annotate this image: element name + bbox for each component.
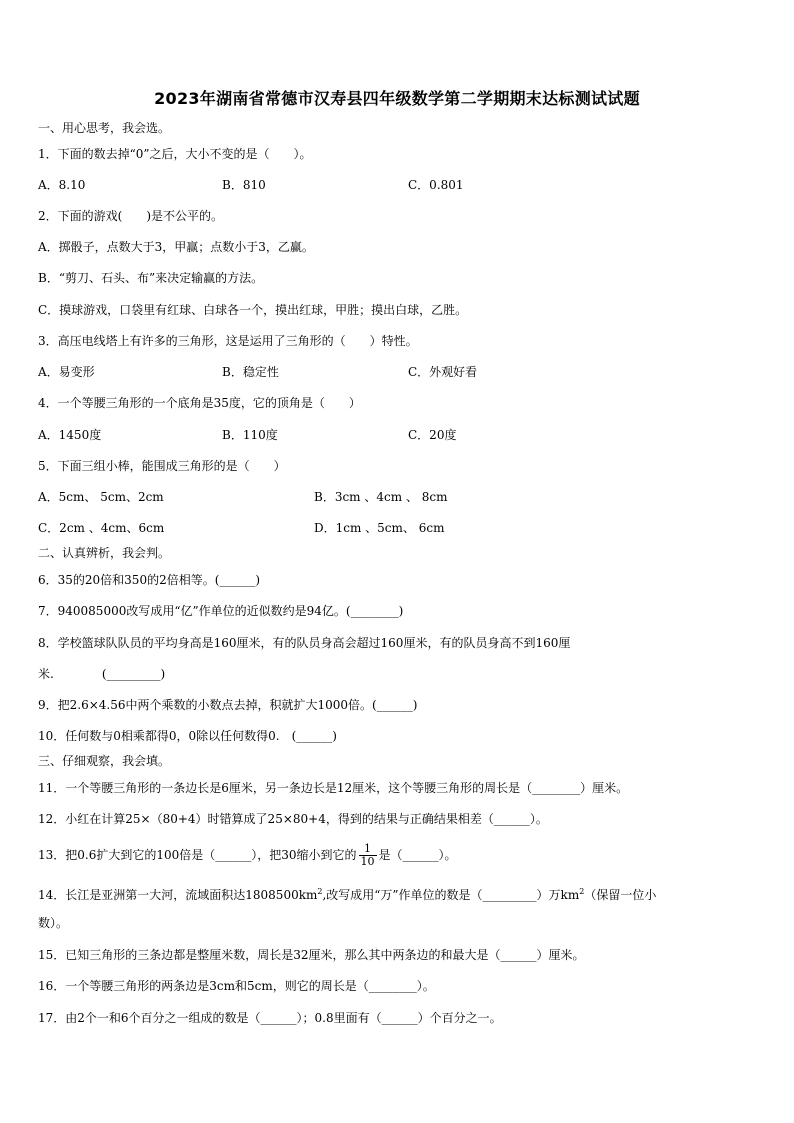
question-3-option-b: B．稳定性 [222, 365, 279, 379]
question-3-stem: 3．高压电线塔上有许多的三角形，这是运用了三角形的（ ）特性。 [38, 334, 418, 348]
question-4-option-c: C．20度 [408, 428, 457, 442]
section-heading-2: 二、认真辨析，我会判。 [38, 546, 171, 560]
question-13-part-2: 是（______）。 [378, 848, 457, 862]
question-5-option-b: B．3cm 、4cm 、 8cm [314, 490, 448, 504]
fraction-denominator: 10 [360, 855, 375, 868]
fraction-one-tenth [359, 843, 377, 868]
question-3-option-c: C．外观好看 [408, 365, 478, 379]
question-14-line-2: 数）。 [38, 916, 69, 930]
question-8-line-2: 米. (_________) [38, 667, 166, 681]
question-16: 16．一个等腰三角形的两条边是3cm和5cm，则它的周长是（________）。 [38, 979, 435, 993]
question-10: 10．任何数与0相乘都得0，0除以任何数得0. (______) [38, 729, 337, 743]
question-1-option-b: B．810 [222, 178, 266, 192]
section-heading-1: 一、用心思考，我会选。 [38, 121, 171, 135]
question-13 [38, 840, 457, 870]
question-5-option-a: A．5cm、 5cm、2cm [38, 490, 164, 504]
question-4-option-b: B．110度 [222, 428, 278, 442]
question-3-option-a: A．易变形 [38, 365, 95, 379]
section-heading-3: 三、仔细观察，我会填。 [38, 754, 171, 768]
question-11: 11．一个等腰三角形的一条边长是6厘米，另一条边长是12厘米，这个等腰三角形的周长是（________）厘米。 [38, 781, 629, 795]
page-title: 2023年湖南省常德市汉寿县四年级数学第二学期期末达标测试试题 [154, 89, 640, 108]
superscript-2: 2 [579, 887, 585, 896]
question-14-part-2: ,改写成用“万”作单位的数是（_________）万km [322, 888, 580, 902]
question-1-option-c: C．0.801 [408, 178, 464, 192]
question-8-line-1: 8．学校篮球队队员的平均身高是160厘米，有的队员身高会超过160厘米，有的队员身高不到160厘 [38, 636, 571, 650]
question-7: 7．940085000改写成用“亿”作单位的近似数约是94亿。(________) [38, 604, 404, 618]
fraction-numerator: 1 [364, 842, 372, 855]
question-14-line-1 [38, 884, 656, 903]
superscript-2: 2 [317, 887, 323, 896]
question-9: 9．把2.6×4.56中两个乘数的小数点去掉，积就扩大1000倍。(______) [38, 698, 418, 712]
question-4-option-a: A．1450度 [38, 428, 102, 442]
question-14-part-1: 14．长江是亚洲第一大河，流域面积达1808500km [38, 888, 318, 902]
question-1-option-a: A．8.10 [38, 178, 86, 192]
question-5-stem: 5．下面三组小棒，能围成三角形的是（ ） [38, 459, 286, 473]
question-5-option-d: D．1cm 、5cm、 6cm [314, 521, 445, 535]
question-5-option-c: C．2cm 、4cm、6cm [38, 521, 165, 535]
question-13-part-1: 13．把0.6扩大到它的100倍是（______），把30缩小到它的 [38, 848, 357, 862]
question-2-option-a: A．掷骰子，点数大于3，甲赢；点数小于3，乙赢。 [38, 240, 314, 254]
question-2-stem: 2．下面的游戏( )是不公平的。 [38, 209, 223, 223]
question-15: 15．已知三角形的三条边都是整厘米数，周长是32厘米，那么其中两条边的和最大是（______）厘米。 [38, 948, 585, 962]
question-17: 17．由2个一和6个百分之一组成的数是（______）；0.8里面有（______）个百分之一。 [38, 1011, 502, 1025]
question-2-option-c: C．摸球游戏，口袋里有红球、白球各一个，摸出红球，甲胜；摸出白球，乙胜。 [38, 303, 468, 317]
question-6: 6．35的20倍和350的2倍相等。(______) [38, 573, 261, 587]
question-14-part-3: （保留一位小 [584, 888, 657, 902]
question-2-option-b: B．“剪刀、石头、布”来决定输赢的方法。 [38, 271, 264, 285]
question-4-stem: 4．一个等腰三角形的一个底角是35度，它的顶角是（ ） [38, 396, 361, 410]
question-12: 12．小红在计算25×（80+4）时错算成了25×80+4，得到的结果与正确结果相差（______）。 [38, 812, 548, 826]
question-1-stem: 1．下面的数去掉“0”之后，大小不变的是（ ）。 [38, 147, 312, 161]
